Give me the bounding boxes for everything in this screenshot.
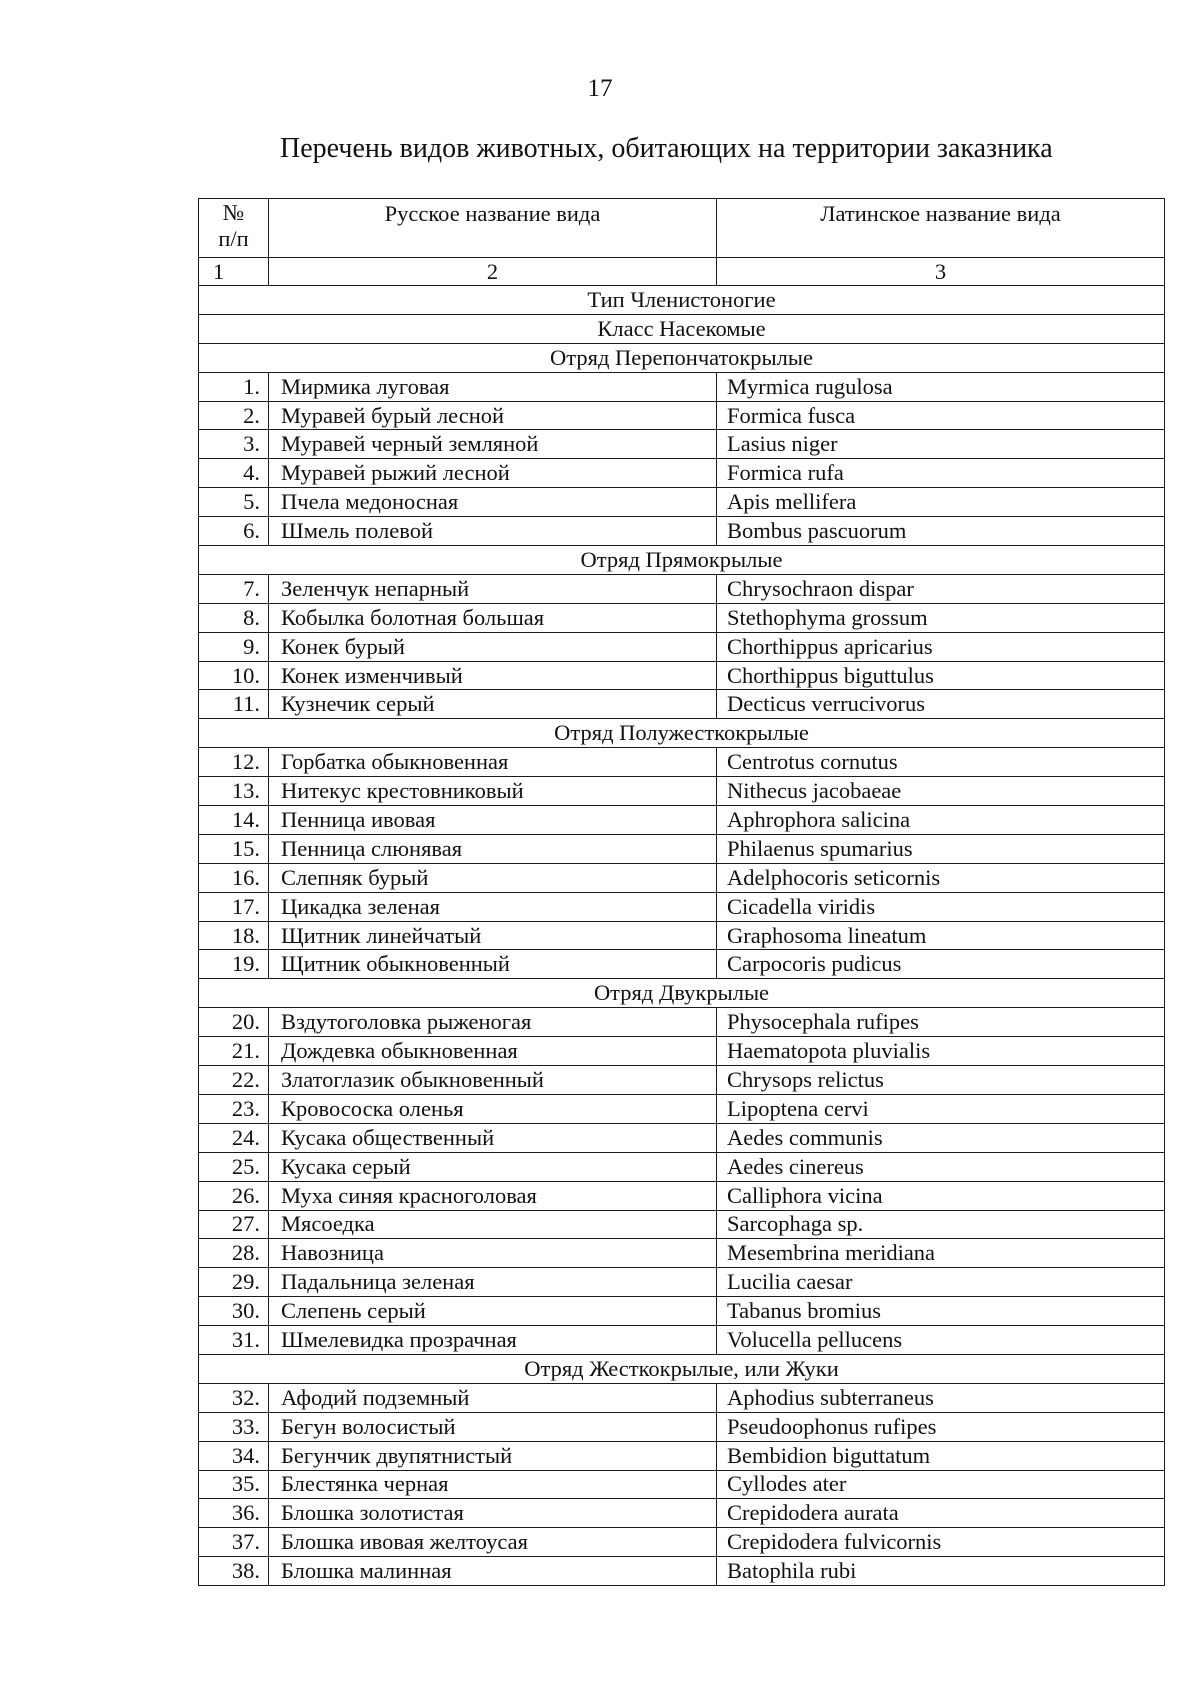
species-latin-name: Chorthippus biguttulus xyxy=(717,661,1165,690)
species-number: 12. xyxy=(199,748,269,777)
species-row xyxy=(199,1066,1165,1095)
species-latin-name: Batophila rubi xyxy=(717,1557,1165,1586)
species-russian-name: Нитекус крестовниковый xyxy=(269,777,717,806)
column-index-2: 2 xyxy=(269,258,717,286)
species-russian-name: Цикадка зеленая xyxy=(269,892,717,921)
species-row xyxy=(199,517,1165,546)
species-table xyxy=(198,198,1165,1586)
species-row xyxy=(199,834,1165,863)
species-row xyxy=(199,690,1165,719)
species-latin-name: Pseudoophonus rufipes xyxy=(717,1412,1165,1441)
species-number: 9. xyxy=(199,632,269,661)
species-number: 28. xyxy=(199,1239,269,1268)
header-number-line1: № xyxy=(222,200,245,225)
species-row xyxy=(199,777,1165,806)
taxon-group-row xyxy=(199,546,1165,575)
species-row xyxy=(199,1268,1165,1297)
species-russian-name: Мясоедка xyxy=(269,1210,717,1239)
species-number: 6. xyxy=(199,517,269,546)
species-latin-name: Aphrophora salicina xyxy=(717,806,1165,835)
species-row xyxy=(199,1326,1165,1355)
species-russian-name: Муравей бурый лесной xyxy=(269,401,717,430)
species-russian-name: Муравей рыжий лесной xyxy=(269,459,717,488)
species-latin-name: Chorthippus apricarius xyxy=(717,632,1165,661)
species-row xyxy=(199,430,1165,459)
species-number: 21. xyxy=(199,1037,269,1066)
page-title: Перечень видов животных, обитающих на территории заказника xyxy=(280,133,1053,164)
species-number: 20. xyxy=(199,1008,269,1037)
species-latin-name: Aedes communis xyxy=(717,1123,1165,1152)
species-number: 32. xyxy=(199,1383,269,1412)
species-latin-name: Nithecus jacobaeae xyxy=(717,777,1165,806)
taxon-group-label: Отряд Прямокрылые xyxy=(199,546,1165,575)
species-latin-name: Philaenus spumarius xyxy=(717,834,1165,863)
species-row xyxy=(199,1008,1165,1037)
species-latin-name: Volucella pellucens xyxy=(717,1326,1165,1355)
species-russian-name: Кобылка болотная большая xyxy=(269,603,717,632)
species-row xyxy=(199,1441,1165,1470)
species-latin-name: Bombus pascuorum xyxy=(717,517,1165,546)
species-russian-name: Блошка золотистая xyxy=(269,1499,717,1528)
species-row xyxy=(199,661,1165,690)
species-number: 15. xyxy=(199,834,269,863)
species-latin-name: Adelphocoris seticornis xyxy=(717,863,1165,892)
species-russian-name: Конек изменчивый xyxy=(269,661,717,690)
species-row xyxy=(199,1383,1165,1412)
species-number: 30. xyxy=(199,1297,269,1326)
species-number: 31. xyxy=(199,1326,269,1355)
species-number: 11. xyxy=(199,690,269,719)
taxon-group-label: Отряд Перепончатокрылые xyxy=(199,343,1165,372)
species-latin-name: Tabanus bromius xyxy=(717,1297,1165,1326)
taxon-group-row xyxy=(199,719,1165,748)
species-russian-name: Горбатка обыкновенная xyxy=(269,748,717,777)
species-latin-name: Graphosoma lineatum xyxy=(717,921,1165,950)
species-russian-name: Кусака серый xyxy=(269,1152,717,1181)
species-row xyxy=(199,1499,1165,1528)
species-row xyxy=(199,1528,1165,1557)
species-russian-name: Конек бурый xyxy=(269,632,717,661)
species-row xyxy=(199,632,1165,661)
taxon-group-row xyxy=(199,1354,1165,1383)
species-number: 19. xyxy=(199,950,269,979)
species-row xyxy=(199,1557,1165,1586)
species-russian-name: Кузнечик серый xyxy=(269,690,717,719)
species-number: 4. xyxy=(199,459,269,488)
species-number: 2. xyxy=(199,401,269,430)
species-number: 3. xyxy=(199,430,269,459)
species-russian-name: Пенница ивовая xyxy=(269,806,717,835)
species-latin-name: Bembidion biguttatum xyxy=(717,1441,1165,1470)
species-number: 10. xyxy=(199,661,269,690)
species-russian-name: Пчела медоносная xyxy=(269,488,717,517)
species-latin-name: Myrmica rugulosa xyxy=(717,372,1165,401)
species-row xyxy=(199,950,1165,979)
table-header-row xyxy=(199,199,1165,258)
species-row xyxy=(199,1123,1165,1152)
species-russian-name: Блошка ивовая желтоусая xyxy=(269,1528,717,1557)
species-row xyxy=(199,1094,1165,1123)
species-latin-name: Formica rufa xyxy=(717,459,1165,488)
species-number: 38. xyxy=(199,1557,269,1586)
species-russian-name: Щитник линейчатый xyxy=(269,921,717,950)
species-number: 1. xyxy=(199,372,269,401)
species-number: 16. xyxy=(199,863,269,892)
taxon-group-row xyxy=(199,314,1165,343)
taxon-group-label: Тип Членистоногие xyxy=(199,286,1165,315)
species-russian-name: Златоглазик обыкновенный xyxy=(269,1066,717,1095)
species-russian-name: Муха синяя красноголовая xyxy=(269,1181,717,1210)
taxon-group-row xyxy=(199,286,1165,315)
species-russian-name: Пенница слюнявая xyxy=(269,834,717,863)
species-row xyxy=(199,806,1165,835)
species-latin-name: Calliphora vicina xyxy=(717,1181,1165,1210)
species-row xyxy=(199,863,1165,892)
header-russian-name: Русское название вида xyxy=(269,199,717,258)
species-russian-name: Кровососка оленья xyxy=(269,1094,717,1123)
species-latin-name: Cyllodes ater xyxy=(717,1470,1165,1499)
species-row xyxy=(199,1297,1165,1326)
species-row xyxy=(199,1210,1165,1239)
species-row xyxy=(199,892,1165,921)
species-row xyxy=(199,574,1165,603)
species-row xyxy=(199,1181,1165,1210)
species-russian-name: Слепняк бурый xyxy=(269,863,717,892)
species-russian-name: Блестянка черная xyxy=(269,1470,717,1499)
column-index-1: 1 xyxy=(199,258,269,286)
species-number: 17. xyxy=(199,892,269,921)
species-row xyxy=(199,1412,1165,1441)
species-row xyxy=(199,1037,1165,1066)
species-latin-name: Centrotus cornutus xyxy=(717,748,1165,777)
column-index-row xyxy=(199,258,1165,286)
species-latin-name: Chrysochraon dispar xyxy=(717,574,1165,603)
species-russian-name: Мирмика луговая xyxy=(269,372,717,401)
species-russian-name: Навозница xyxy=(269,1239,717,1268)
species-latin-name: Lasius niger xyxy=(717,430,1165,459)
species-number: 22. xyxy=(199,1066,269,1095)
species-number: 37. xyxy=(199,1528,269,1557)
header-latin-name: Латинское название вида xyxy=(717,199,1165,258)
species-latin-name: Aedes cinereus xyxy=(717,1152,1165,1181)
species-russian-name: Шмелевидка прозрачная xyxy=(269,1326,717,1355)
species-russian-name: Вздутоголовка рыженогая xyxy=(269,1008,717,1037)
species-number: 13. xyxy=(199,777,269,806)
species-russian-name: Шмель полевой xyxy=(269,517,717,546)
species-number: 26. xyxy=(199,1181,269,1210)
species-russian-name: Бегун волосистый xyxy=(269,1412,717,1441)
taxon-group-label: Отряд Полужесткокрылые xyxy=(199,719,1165,748)
species-number: 25. xyxy=(199,1152,269,1181)
species-number: 7. xyxy=(199,574,269,603)
species-number: 27. xyxy=(199,1210,269,1239)
species-number: 36. xyxy=(199,1499,269,1528)
species-row xyxy=(199,1239,1165,1268)
species-russian-name: Кусака общественный xyxy=(269,1123,717,1152)
species-table-body xyxy=(199,199,1165,1586)
species-latin-name: Lipoptena cervi xyxy=(717,1094,1165,1123)
taxon-group-label: Класс Насекомые xyxy=(199,314,1165,343)
species-latin-name: Mesembrina meridiana xyxy=(717,1239,1165,1268)
species-russian-name: Зеленчук непарный xyxy=(269,574,717,603)
species-row xyxy=(199,748,1165,777)
species-russian-name: Падальница зеленая xyxy=(269,1268,717,1297)
species-latin-name: Lucilia caesar xyxy=(717,1268,1165,1297)
species-latin-name: Decticus verrucivorus xyxy=(717,690,1165,719)
species-latin-name: Sarcophaga sp. xyxy=(717,1210,1165,1239)
species-row xyxy=(199,1152,1165,1181)
species-number: 23. xyxy=(199,1094,269,1123)
species-row xyxy=(199,488,1165,517)
species-russian-name: Слепень серый xyxy=(269,1297,717,1326)
species-latin-name: Apis mellifera xyxy=(717,488,1165,517)
species-number: 5. xyxy=(199,488,269,517)
species-latin-name: Stethophyma grossum xyxy=(717,603,1165,632)
species-latin-name: Crepidodera aurata xyxy=(717,1499,1165,1528)
species-number: 24. xyxy=(199,1123,269,1152)
species-number: 18. xyxy=(199,921,269,950)
species-latin-name: Cicadella viridis xyxy=(717,892,1165,921)
species-row xyxy=(199,459,1165,488)
species-latin-name: Haematopota pluvialis xyxy=(717,1037,1165,1066)
taxon-group-label: Отряд Двукрылые xyxy=(199,979,1165,1008)
taxon-group-label: Отряд Жесткокрылые, или Жуки xyxy=(199,1354,1165,1383)
species-latin-name: Chrysops relictus xyxy=(717,1066,1165,1095)
species-latin-name: Carpocoris pudicus xyxy=(717,950,1165,979)
species-number: 34. xyxy=(199,1441,269,1470)
species-latin-name: Crepidodera fulvicornis xyxy=(717,1528,1165,1557)
column-index-3: 3 xyxy=(717,258,1165,286)
species-row xyxy=(199,603,1165,632)
species-row xyxy=(199,401,1165,430)
species-row xyxy=(199,921,1165,950)
species-number: 29. xyxy=(199,1268,269,1297)
taxon-group-row xyxy=(199,979,1165,1008)
species-number: 14. xyxy=(199,806,269,835)
species-russian-name: Афодий подземный xyxy=(269,1383,717,1412)
species-number: 35. xyxy=(199,1470,269,1499)
species-row xyxy=(199,1470,1165,1499)
species-russian-name: Бегунчик двупятнистый xyxy=(269,1441,717,1470)
species-latin-name: Physocephala rufipes xyxy=(717,1008,1165,1037)
species-russian-name: Дождевка обыкновенная xyxy=(269,1037,717,1066)
species-latin-name: Aphodius subterraneus xyxy=(717,1383,1165,1412)
species-latin-name: Formica fusca xyxy=(717,401,1165,430)
species-number: 33. xyxy=(199,1412,269,1441)
page-number: 17 xyxy=(587,75,613,102)
species-number: 8. xyxy=(199,603,269,632)
taxon-group-row xyxy=(199,343,1165,372)
header-number-line2: п/п xyxy=(218,226,249,251)
header-number xyxy=(199,199,269,258)
species-russian-name: Блошка малинная xyxy=(269,1557,717,1586)
species-russian-name: Муравей черный земляной xyxy=(269,430,717,459)
species-russian-name: Щитник обыкновенный xyxy=(269,950,717,979)
species-row xyxy=(199,372,1165,401)
